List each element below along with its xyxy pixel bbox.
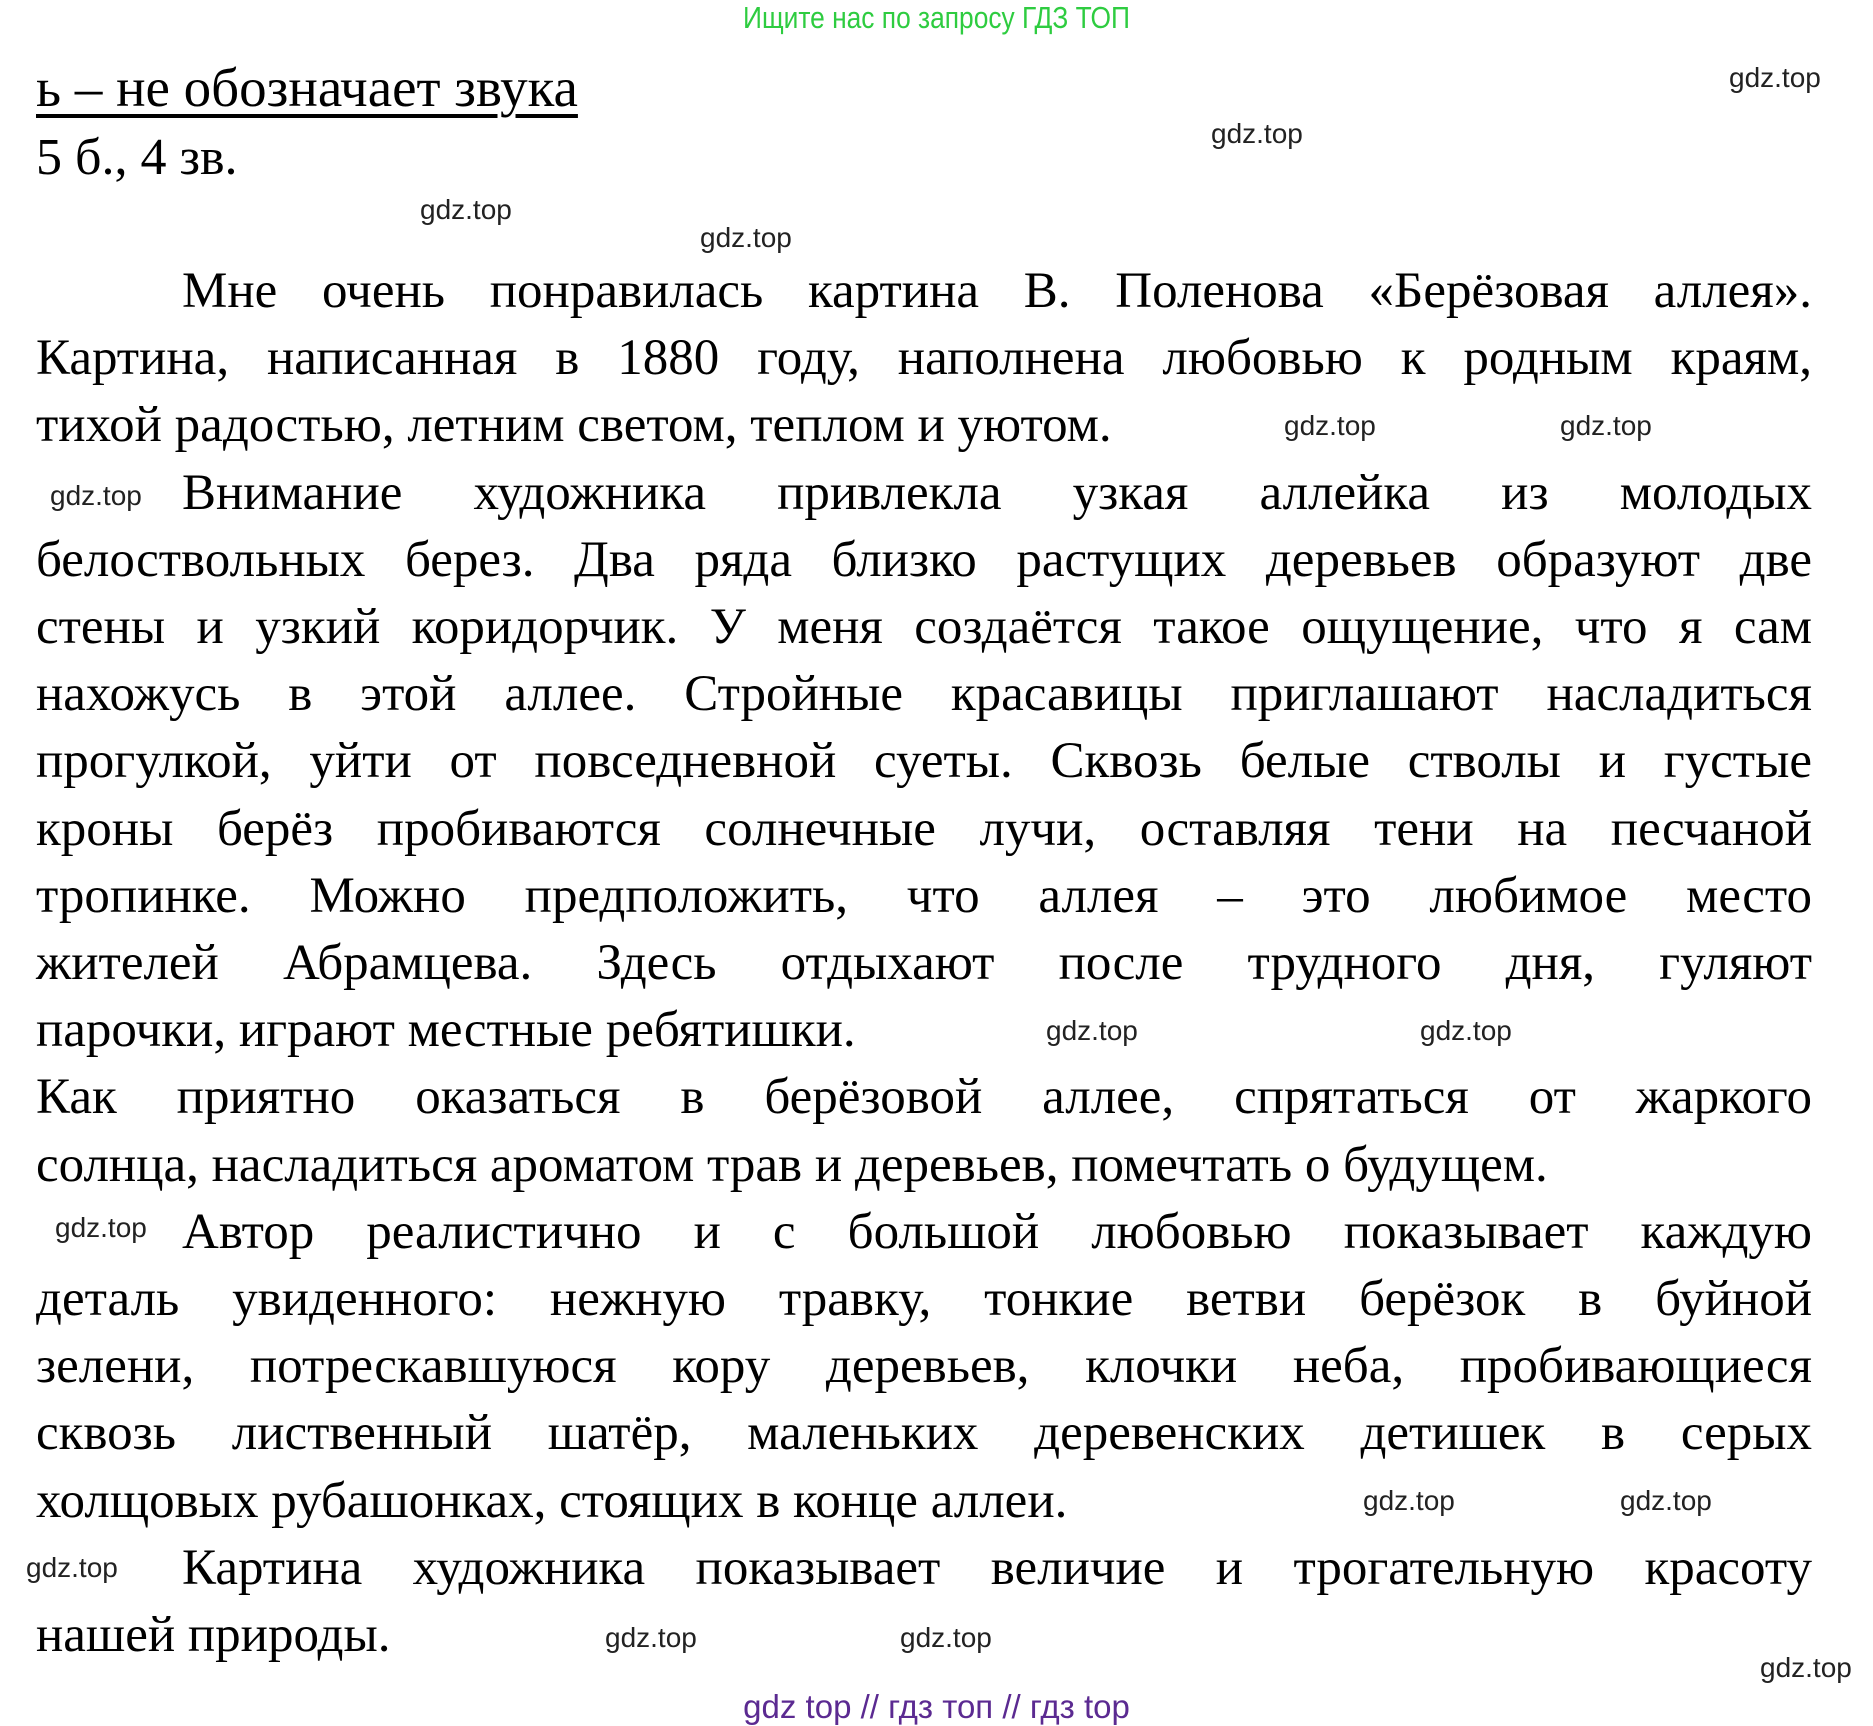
text-line: тропинке. Можно предположить, что аллея – это любимое место <box>36 867 1812 924</box>
text-line: холщовых рубашонках, стоящих в конце аллеи. <box>36 1472 1068 1529</box>
text-line: Мне очень понравилась картина В. Поленова «Берёзовая аллея». <box>182 263 1812 319</box>
text-line: сквозь лиственный шатёр, маленьких деревенских детишек в серых <box>36 1405 1812 1462</box>
watermark-text: gdz.top <box>1284 410 1376 441</box>
text-line: Картина художника показывает величие и трогательную красоту <box>182 1539 1812 1596</box>
watermark-text: gdz.top <box>1363 1485 1455 1516</box>
header-banner: Ищите нас по запросу ГДЗ ТОП <box>743 0 1130 35</box>
text-line: парочки, играют местные ребятишки. <box>36 1002 856 1059</box>
watermark-text: gdz.top <box>1420 1015 1512 1046</box>
text-line: зелени, потрескавшуюся кору деревьев, клочки неба, пробивающиеся <box>36 1338 1812 1395</box>
text-line: нашей природы. <box>36 1607 391 1663</box>
text-line: белоствольных берез. Два ряда близко растущих деревьев образуют две <box>36 531 1812 588</box>
watermark-text: gdz.top <box>1560 410 1652 441</box>
text-line: кроны берёз пробиваются солнечные лучи, оставляя тени на песчаной <box>36 800 1812 857</box>
text-line: деталь увиденного: нежную травку, тонкие ветви берёзок в буйной <box>36 1271 1812 1327</box>
text-line: Картина, написанная в 1880 году, наполнена любовью к родным краям, <box>36 330 1812 387</box>
watermark-text: gdz.top <box>1211 118 1303 149</box>
watermark-text: gdz.top <box>26 1552 118 1583</box>
text-line: нахожусь в этой аллее. Стройные красавицы приглашают насладиться <box>36 666 1812 723</box>
text-line: Внимание художника привлекла узкая аллейка из молодых <box>182 464 1812 521</box>
letter-sound-count: 5 б., 4 зв. <box>36 129 238 186</box>
watermark-text: gdz.top <box>700 222 792 253</box>
watermark-text: gdz.top <box>1760 1652 1852 1683</box>
watermark-text: gdz.top <box>900 1622 992 1653</box>
watermark-text: gdz.top <box>605 1622 697 1653</box>
heading-title: ь – не обозначает звука <box>36 57 578 118</box>
watermark-text: gdz.top <box>1620 1485 1712 1516</box>
text-line: тихой радостью, летним светом, теплом и уютом. <box>36 397 1112 454</box>
text-line: прогулкой, уйти от повседневной суеты. Сквозь белые стволы и густые <box>36 733 1812 790</box>
watermark-text: gdz.top <box>1729 62 1821 93</box>
watermark-text: gdz.top <box>55 1212 147 1243</box>
text-line: стены и узкий коридорчик. У меня создаётся такое ощущение, что я сам <box>36 599 1812 655</box>
text-line: солнца, насладиться ароматом трав и деревьев, помечтать о будущем. <box>36 1136 1548 1193</box>
watermark-text: gdz.top <box>50 480 142 511</box>
text-line: Автор реалистично и с большой любовью показывает каждую <box>182 1203 1812 1260</box>
footer-banner: gdz top // гдз топ // гдз top <box>743 1688 1130 1725</box>
text-line: Как приятно оказаться в берёзовой аллее, спрятаться от жаркого <box>36 1069 1812 1126</box>
text-line: жителей Абрамцева. Здесь отдыхают после трудного дня, гуляют <box>36 935 1812 991</box>
watermark-text: gdz.top <box>1046 1015 1138 1046</box>
watermark-text: gdz.top <box>420 194 512 225</box>
